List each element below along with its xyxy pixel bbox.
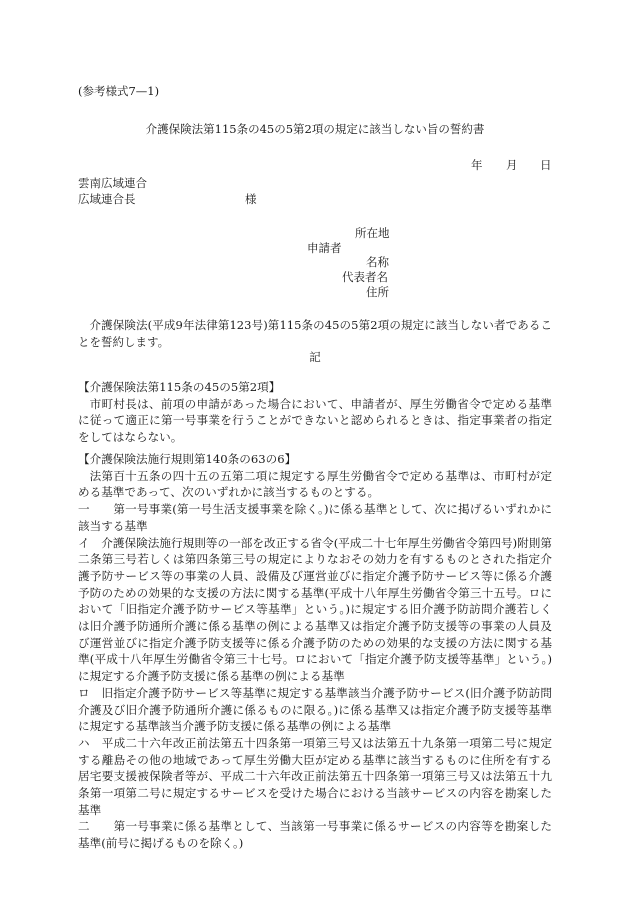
date-month: 月 xyxy=(506,158,518,172)
date-year: 年 xyxy=(471,158,483,172)
name-label: 名称 xyxy=(366,255,389,269)
section-body: 市町村長は、前項の申請があった場合において、申請者が、厚生労働省令で定める基準に従って適正に第一号事業を行うことができないと認められるときは、指定事業者の指定をしてはならない。 xyxy=(78,396,552,445)
pledge-statement: 介護保険法(平成9年法律第123号)第115条の45の5第2項の規定に該当しない者であることを誓約します。 xyxy=(78,318,552,349)
representative-address-label: 住所 xyxy=(366,285,389,299)
section-heading: 【介護保険法施行規則第140条の63の6】 xyxy=(78,452,297,466)
date-day: 日 xyxy=(540,158,552,172)
list-item: ハ 平成二十六年改正前法第五十四条第一項第三号又は法第五十九条第一項第二号に規定する離島その他の地域であって厚生労働大臣が定める基準に該当するものに住所を有する居宅要支援被保険者等が、平成二十六年改正前法第五十四条第一項第三号又は法第五十九条第一項第二号に規定するサービスを受けた場合における当該サービスの内容を勘案した基準 xyxy=(78,735,552,817)
representative-label: 代表者名 xyxy=(342,270,388,284)
addressee-honorific: 様 xyxy=(245,192,257,206)
list-item: 二 第一号事業に係る基準として、当該第一号事業に係るサービスの内容等を勘案した基準(前号に掲げるものを除く。) xyxy=(78,819,552,851)
addressee-head: 広域連合長 xyxy=(78,192,136,206)
section-body: 法第百十五条の四十五の五第二項に規定する厚生労働省令で定める基準は、市町村が定める基準であって、次のいずれかに該当するものとする。 xyxy=(78,468,552,500)
address-label: 所在地 xyxy=(355,226,390,240)
section-article-115 xyxy=(78,379,552,446)
form-number: (参考様式7—1) xyxy=(78,84,160,98)
section-regulation-140 xyxy=(78,451,552,852)
list-item: 一 第一号事業(第一号生活支援事業を除く。)に係る基準として、次に掲げるいずれかに該当する基準 xyxy=(78,502,552,533)
applicant-label: 申請者 xyxy=(307,241,342,255)
section-heading: 【介護保険法第115条の45の5第2項】 xyxy=(78,380,281,394)
date-line xyxy=(0,160,630,174)
addressee-org: 雲南広域連合 xyxy=(78,176,147,190)
document-title: 介護保険法第115条の45の5第2項の規定に該当しない旨の誓約書 xyxy=(145,122,485,136)
ki-marker: 記 xyxy=(309,350,321,364)
list-item: イ 介護保険法施行規則等の一部を改正する省令(平成二十七年厚生労働省令第四号)附則第二条第三号若しくは第四条第三号の規定によりなおその効力を有するものとされた指定介護予防サービス等の事業の人員、設備及び運営並びに指定介護予防サービス等に係る介護予防のための効果的な支援の方法に関する基準(平成十八年厚生労働省令第三十五号。ロにおいて「旧指定介護予防サービス等基準」という。)に規定する旧介護予防訪問介護若しくは旧介護予防通所介護に係る基準の例による基準又は指定介護予防支援等の事業の人員及び運営並びに指定介護予防支援等に係る介護予防のための効果的な支援の方法に関する基準(平成十八年厚生労働省令第三十七号。ロにおいて「指定介護予防支援等基準」という。)に規定する介護予防支援に係る基準の例による基準 xyxy=(78,535,552,684)
list-item: ロ 旧指定介護予防サービス等基準に規定する基準該当介護予防サービス(旧介護予防訪問介護及び旧介護予防通所介護に係るものに限る。)に係る基準又は指定介護予防支援等基準に規定する基準該当介護予防支援に係る基準の例による基準 xyxy=(78,685,552,734)
